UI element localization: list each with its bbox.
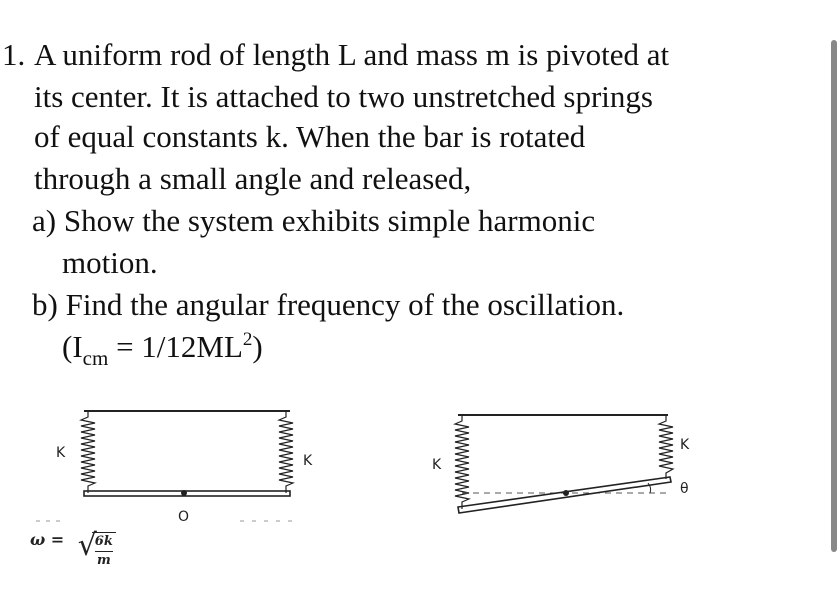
left-figure-equilibrium bbox=[36, 411, 313, 525]
radical-sign: √ bbox=[77, 528, 97, 563]
spring-left-b bbox=[455, 415, 469, 509]
pivot-label: O bbox=[178, 509, 190, 525]
problem-line-1: A uniform rod of length L and mass m is pivoted at bbox=[34, 37, 670, 72]
pivot-dot-left bbox=[181, 490, 187, 496]
answer-numerator: 6k bbox=[95, 533, 113, 552]
k-label-right-a: K bbox=[303, 453, 313, 469]
answer-formula bbox=[30, 530, 116, 570]
k-label-right-b: K bbox=[680, 437, 690, 453]
spring-rod-figure bbox=[0, 395, 839, 535]
problem-line-2: its center. It is attached to two unstretched springs bbox=[34, 79, 653, 114]
spring-right-a bbox=[279, 411, 293, 493]
problem-line-3: of equal constants k. When the bar is rotated bbox=[34, 119, 586, 154]
problem-line-4: through a small angle and released, bbox=[34, 161, 472, 196]
vertical-scrollbar[interactable] bbox=[831, 40, 837, 552]
problem-number: 1. bbox=[2, 37, 26, 72]
k-label-left-b: K bbox=[432, 457, 442, 473]
part-a-line-1: a) Show the system exhibits simple harmonic bbox=[32, 203, 596, 238]
theta-label: θ bbox=[680, 481, 689, 497]
square-root bbox=[78, 530, 116, 570]
rod-horizontal bbox=[84, 491, 290, 496]
spring-right-b bbox=[659, 415, 673, 479]
part-b-line: b) Find the angular frequency of the oscillation. bbox=[32, 287, 625, 322]
k-label-left-a: K bbox=[56, 445, 66, 461]
pivot-dot-right bbox=[563, 490, 569, 496]
answer-denominator: m bbox=[96, 553, 111, 568]
right-figure-rotated bbox=[432, 415, 690, 513]
moment-of-inertia-hint: $(I_{cm} = 1/12ML^2)$ bbox=[62, 329, 263, 370]
answer-lhs: ω = bbox=[30, 530, 65, 549]
spring-left-a bbox=[81, 411, 95, 493]
part-a-line-2: motion. bbox=[62, 245, 158, 280]
